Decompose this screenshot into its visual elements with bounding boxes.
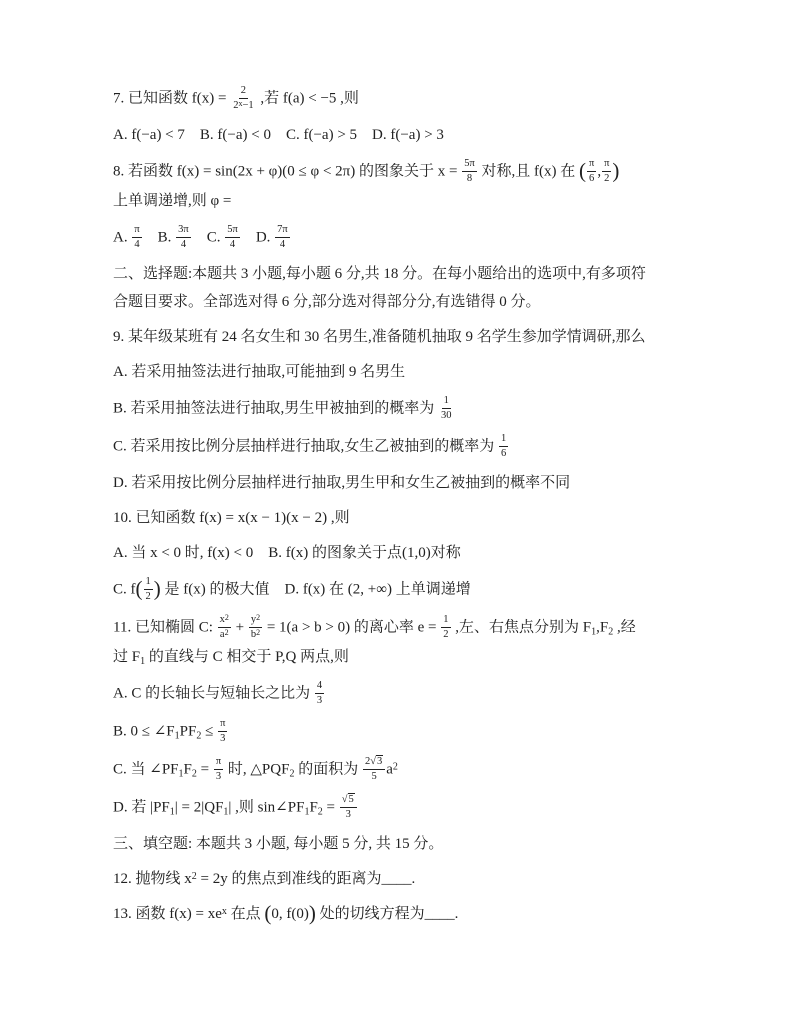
fraction <box>441 614 450 640</box>
subscript: 1 <box>223 806 229 818</box>
fraction-denominator: 8 <box>466 172 473 184</box>
superscript: 2 <box>191 871 197 882</box>
superscript: x <box>221 906 227 917</box>
fraction-denominator: $2^x-1$ <box>233 98 254 111</box>
q8-options: A. $\frac{\pi}{4}$ B. $\frac{3\pi}{4}$ C. $\frac{5\pi}{4}$ D. $\frac{7\pi}{4}$ <box>113 224 288 250</box>
q9-option-d: D. 若采用按比例分层抽样进行抽取,男生甲和女生乙被抽到的概率不同 <box>113 475 571 491</box>
fraction <box>439 395 454 421</box>
superscript: x <box>238 98 243 108</box>
fraction-denominator: 6 <box>501 447 507 459</box>
superscript: 2 <box>256 613 261 622</box>
q9-option-c: C. 若采用按比例分层抽样进行抽取,女生乙被抽到的概率为 $\frac{1}{6}$ <box>113 433 507 459</box>
fraction <box>176 224 191 250</box>
fraction <box>231 85 255 111</box>
radicand: 3 <box>376 756 383 767</box>
q7-options: A. f(−a) < 7 B. f(−a) < 0 C. f(−a) > 5 D. f(−a) > 3 <box>113 127 444 143</box>
fraction-numerator: 1 <box>441 614 450 628</box>
fraction <box>144 576 153 602</box>
fraction-numerator: π <box>218 718 227 732</box>
fraction-denominator: 2 <box>443 628 449 640</box>
subscript: 2 <box>289 768 295 780</box>
q10-options-cd: C. f( $\frac{1}{2}$ ) 是 f(x) 的极大值 D. f(x) 在 (2, +∞) 上单调递增 <box>113 576 471 602</box>
fraction-denominator: 30 <box>441 409 452 421</box>
fraction <box>499 433 508 459</box>
fraction-numerator: 5π <box>462 158 477 172</box>
question-8 <box>113 159 692 251</box>
superscript: 2 <box>224 613 229 622</box>
q11-option-d: D. 若 $|PF_1| = 2|QF_1|$ ,则 $\sin\angle PF_1F_2$ = $\frac{√5}{3}$ <box>113 795 692 821</box>
section-3-header <box>113 833 692 856</box>
fraction-denominator: $a^2$ <box>219 627 229 640</box>
fraction-denominator: 4 <box>134 238 140 250</box>
q8-stem-line2: 上单调递增,则 φ = <box>113 193 232 209</box>
fraction-denominator: 6 <box>589 172 595 184</box>
fraction-denominator: 4 <box>229 238 236 250</box>
fraction <box>218 718 227 744</box>
fraction-numerator: π <box>214 756 223 770</box>
subscript: 2 <box>317 806 323 818</box>
fraction-numerator: 2 <box>239 85 248 99</box>
fraction <box>340 794 357 820</box>
big-paren: ) <box>153 576 161 601</box>
fraction-denominator: 3 <box>316 694 323 706</box>
big-paren: ( <box>135 576 143 601</box>
fraction-numerator: 1 <box>499 433 508 447</box>
q11-option-c: C. 当 $\angle PF_1F_2$ = $\frac{\pi}{3}$ 时, $\triangle PQF_2$ 的面积为 $\frac{2√3}{5}$ $a^2$ <box>113 756 398 782</box>
fraction-denominator: 2 <box>604 172 610 184</box>
subscript: 1 <box>304 806 310 818</box>
fraction-numerator: 2√3 <box>363 756 385 770</box>
q11-stem-line2: 过 $F_1$ 的直线与 C 相交于 P,Q 两点,则 <box>113 649 349 667</box>
section-3-line1: 三、填空题: 本题共 3 小题, 每小题 5 分, 共 15 分。 <box>113 836 444 852</box>
fraction <box>249 614 262 640</box>
q11-option-a: A. C 的长轴长与短轴长之比为 $\frac{4}{3}$ <box>113 680 323 706</box>
fraction-numerator: 3π <box>176 224 191 238</box>
fraction-denominator: 5 <box>371 770 377 782</box>
fraction-numerator: $y^2$ <box>249 614 262 628</box>
big-paren: ) <box>612 158 620 183</box>
subscript: 1 <box>174 730 180 742</box>
fraction <box>315 680 324 706</box>
fraction <box>275 224 290 250</box>
subscript: 1 <box>591 626 597 638</box>
fraction <box>363 756 385 782</box>
fraction-numerator: 1 <box>442 395 451 409</box>
fraction-numerator: π <box>587 158 596 172</box>
q11-option-b: B. $0 \le \angle F_1PF_2$ ≤ $\frac{\pi}{3}$ <box>113 718 226 744</box>
superscript: 2 <box>392 761 398 773</box>
fraction-denominator: 4 <box>279 238 286 250</box>
fraction <box>132 224 141 250</box>
q7-stem: 7. 已知函数 f(x) = $\frac{2}{2^x-1}$ ,若 f(a) < −5 ,则 <box>113 85 359 111</box>
q9-option-b: B. 若采用抽签法进行抽取,男生甲被抽到的概率为 $\frac{1}{30}$ <box>113 395 452 421</box>
question-13 <box>113 903 692 926</box>
q12-stem: 12. 抛物线 $x^2 = 2y$ 的焦点到准线的距离为____. <box>113 871 416 887</box>
big-paren: ) <box>308 901 316 925</box>
subscript: 1 <box>140 656 146 667</box>
square-root: √5 <box>341 794 354 805</box>
question-7 <box>113 86 692 147</box>
fraction <box>462 158 477 184</box>
fraction-numerator: 1 <box>144 576 153 590</box>
section-2-line2: 合题目要求。全部选对得 6 分,部分选对得部分分,有选错得 0 分。 <box>113 294 541 310</box>
fraction <box>214 756 223 782</box>
fraction-denominator: 3 <box>215 770 222 782</box>
question-11 <box>113 615 692 821</box>
fraction <box>225 224 240 250</box>
fraction <box>587 158 596 184</box>
q9-stem: 9. 某年级某班有 24 名女生和 30 名男生,准备随机抽取 9 名学生参加学情调研,那么 <box>113 329 646 345</box>
subscript: 1 <box>169 806 175 818</box>
fraction-numerator: 7π <box>275 224 290 238</box>
radicand: 5 <box>348 794 354 805</box>
square-root: √3 <box>370 756 383 767</box>
fraction-denominator: 3 <box>220 732 226 744</box>
subscript: 1 <box>178 768 184 780</box>
fraction-numerator: $x^2$ <box>218 614 231 628</box>
fraction <box>218 614 231 640</box>
big-paren: ( <box>579 158 586 183</box>
fraction-numerator: π <box>602 158 611 172</box>
superscript: 2 <box>224 627 229 637</box>
q13-stem: 13. 函数 $f(x) = xe^x$ 在点 (0, f(0)) 处的切线方程为____. <box>113 901 459 925</box>
fraction-denominator: 4 <box>180 238 187 250</box>
section-2-line1: 二、选择题:本题共 3 小题,每小题 6 分,共 18 分。在每小题给出的选项中,有多项符 <box>113 266 646 282</box>
fraction-numerator: 5π <box>225 224 240 238</box>
fraction-denominator: 3 <box>345 808 351 820</box>
subscript: 2 <box>196 730 202 742</box>
question-9 <box>113 326 692 495</box>
subscript: 2 <box>191 768 197 780</box>
q8-stem-line1: 8. 若函数 f(x) = sin(2x + φ)(0 ≤ φ < 2π) 的图象关于 x = $\frac{5\pi}{8}$ 对称,且 f(x) 在 ( $\frac{\pi}{6}$ , $\frac{\pi}{2}$ ) <box>113 158 620 184</box>
q10-options-ab: A. 当 x < 0 时, f(x) < 0 B. f(x) 的图象关于点(1,0)对称 <box>113 545 461 561</box>
q10-stem: 10. 已知函数 f(x) = x(x − 1)(x − 2) ,则 <box>113 510 350 526</box>
fraction-denominator: $b^2$ <box>250 627 261 640</box>
fraction <box>602 158 611 184</box>
fraction-denominator: 2 <box>145 590 151 602</box>
fraction-numerator: π <box>132 224 141 238</box>
superscript: 2 <box>256 627 261 637</box>
q9-option-a: A. 若采用抽签法进行抽取,可能抽到 9 名男生 <box>113 364 406 380</box>
big-paren: ( <box>264 901 272 925</box>
section-2-header <box>113 263 692 314</box>
subscript: 2 <box>608 626 614 638</box>
question-12 <box>113 868 692 891</box>
fraction-numerator: 4 <box>315 680 324 694</box>
question-10 <box>113 507 692 603</box>
q11-stem-line1: 11. 已知椭圆 C: $\frac{x^2}{a^2}$ + $\frac{y^2}{b^2}$ = 1(a > b > 0) 的离心率 e = $\frac{1}{2}$ ,左、右焦点分别为 $F_1,F_2$ ,经 <box>113 613 636 640</box>
fraction-numerator <box>340 794 357 808</box>
